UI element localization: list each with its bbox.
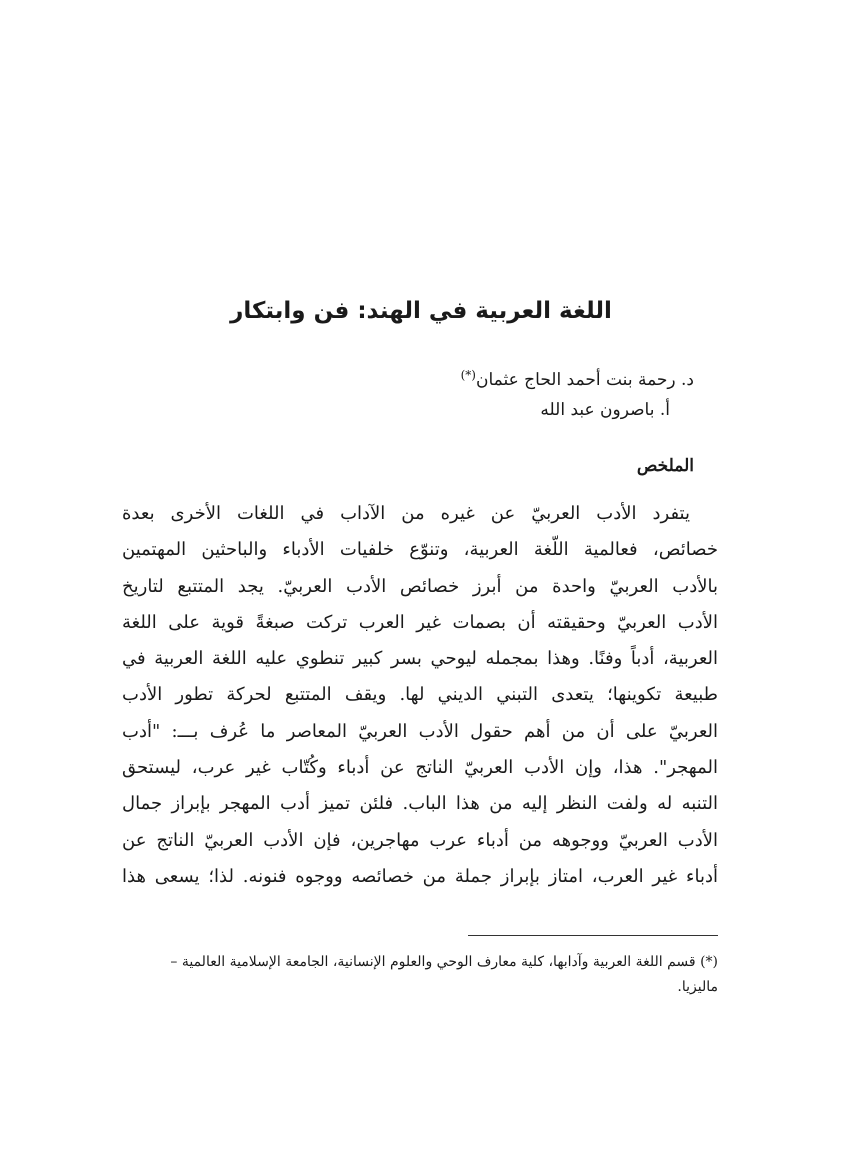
author-block [294, 360, 694, 425]
abstract-line: طبيعة تكوينها؛ يتعدى التبني الديني لها. ويقف المتتبع لحركة تطور الأدب [122, 684, 718, 706]
abstract-body [122, 496, 718, 895]
abstract-line: الأدب العربيّ وحقيقته أن بصمات غير العرب تركت صبغةً قوية على اللغة [122, 611, 718, 633]
article-title: اللغة العربية في الهند: فن وابتكار [230, 298, 612, 324]
abstract-heading: الملخص [636, 456, 694, 476]
author-2-name: أ. باصرون عبد الله [540, 400, 670, 420]
abstract-line: بالأدب العربيّ واحدة من أبرز خصائص الأدب العربيّ. يجد المتتبع لتاريخ [122, 575, 718, 597]
footnote-text-2: ماليزيا. [677, 979, 718, 995]
abstract-line: التنبه له ولفت النظر إليه من هذا الباب. فلئن تميز أدب المهجر بإبراز جمال [122, 793, 718, 815]
author-1 [294, 360, 694, 395]
abstract-line: يتفرد الأدب العربيّ عن غيره من الآداب في اللغات الأخرى بعدة [122, 503, 690, 524]
abstract-line: الأدب العربيّ ووجوهه من أدباء عرب مهاجرين، فإن الأدب العربيّ الناتج عن [122, 829, 718, 851]
author-2 [294, 395, 694, 425]
abstract-line: العربية، أدباً وفنًا. وهذا بمجمله ليوحي بسر كبير تنطوي عليه اللغة العربية في [122, 648, 718, 670]
author-1-name: د. رحمة بنت أحمد الحاج عثمان [476, 370, 694, 390]
footnote-line-2 [122, 975, 718, 1000]
footnote-text-1: قسم اللغة العربية وآدابها، كلية معارف الوحي والعلوم الإنسانية، الجامعة الإسلامية العالمية – [170, 954, 696, 970]
footnote-separator [468, 935, 718, 936]
footnote [122, 950, 718, 1000]
abstract-line: خصائص، فعالمية اللّغة العربية، وتنوّع خلفيات الأدباء والباحثين المهتمين [122, 539, 718, 561]
abstract-line: العربيّ على أن من أهم حقول الأدب العربيّ المعاصر ما عُرف بـــ: "أدب [122, 720, 718, 742]
abstract-line: المهجر". هذا، وإن الأدب العربيّ الناتج عن أدباء وكُتّاب غير عرب، ليستحق [122, 757, 718, 779]
abstract-line: أدباء غير العرب، امتاز بإبراز جملة من خصائصه ووجوه فنونه. لذا؛ يسعى هذا [122, 865, 718, 887]
author-1-note-marker: (*) [460, 368, 476, 382]
footnote-line-1 [122, 950, 718, 975]
footnote-marker: (*) [700, 954, 718, 970]
